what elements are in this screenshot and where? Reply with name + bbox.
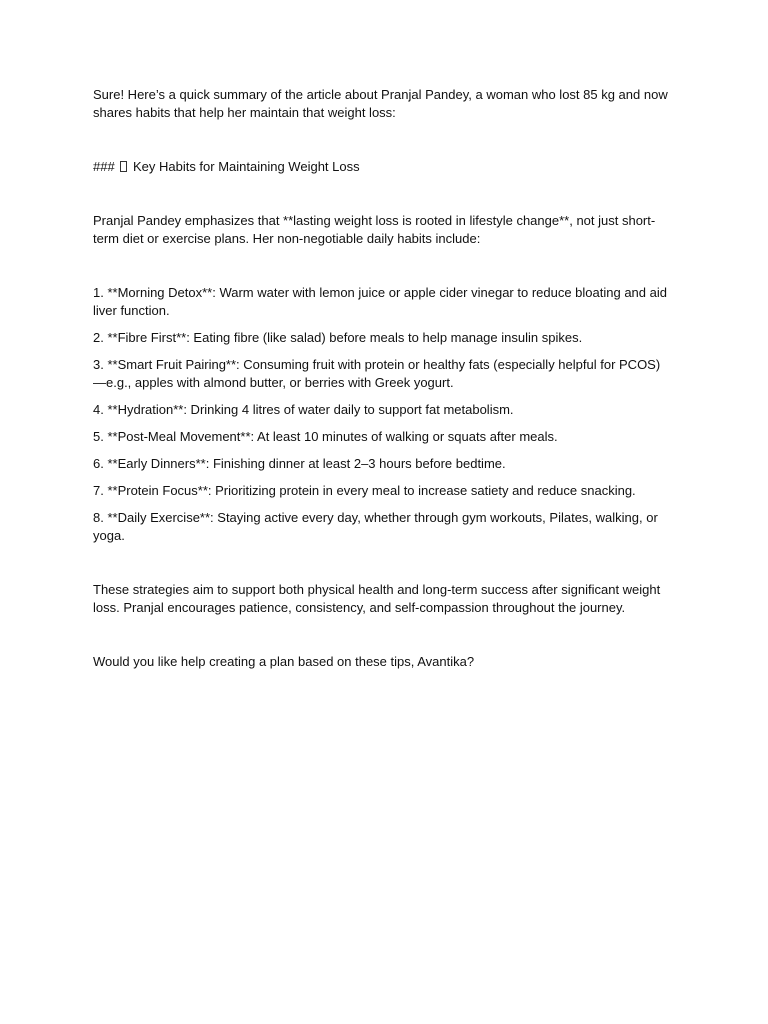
- spacer: [93, 122, 673, 158]
- closing-paragraph: Would you like help creating a plan based on these tips, Avantika?: [93, 654, 475, 669]
- habits-list: [93, 284, 673, 545]
- summary-paragraph: These strategies aim to support both physical health and long-term success after significant weight loss. Pranjal encourages patience, consistency, and self-compassion throughout the journey.: [93, 582, 661, 615]
- list-item: 3. **Smart Fruit Pairing**: Consuming fruit with protein or healthy fats (especially helpful for PCOS)—e.g., apples with almond butter, or berries with Greek yogurt.: [93, 357, 661, 390]
- list-item: 2. **Fibre First**: Eating fibre (like salad) before meals to help manage insulin spikes.: [93, 330, 583, 345]
- list-item: 5. **Post-Meal Movement**: At least 10 minutes of walking or squats after meals.: [93, 429, 558, 444]
- list-item: 8. **Daily Exercise**: Staying active every day, whether through gym workouts, Pilates, walking, or yoga.: [93, 510, 658, 543]
- heading-text: Key Habits for Maintaining Weight Loss: [132, 159, 360, 174]
- missing-glyph-icon: [120, 161, 127, 172]
- list-item: 1. **Morning Detox**: Warm water with lemon juice or apple cider vinegar to reduce bloating and aid liver function.: [93, 285, 667, 318]
- list-item: 6. **Early Dinners**: Finishing dinner at least 2–3 hours before bedtime.: [93, 456, 506, 471]
- spacer: [93, 176, 673, 212]
- document-page: [93, 86, 673, 671]
- intro-paragraph: Sure! Here’s a quick summary of the article about Pranjal Pandey, a woman who lost 85 kg and now shares habits that help her maintain that weight loss:: [93, 87, 668, 120]
- lead-paragraph: Pranjal Pandey emphasizes that **lasting weight loss is rooted in lifestyle change**, not just short-term diet or exercise plans. Her non-negotiable daily habits include:: [93, 213, 656, 246]
- section-heading: [93, 158, 673, 176]
- list-item: 4. **Hydration**: Drinking 4 litres of water daily to support fat metabolism.: [93, 402, 514, 417]
- spacer: [93, 617, 673, 653]
- heading-prefix: ###: [93, 159, 115, 174]
- list-item: 7. **Protein Focus**: Prioritizing protein in every meal to increase satiety and reduce snacking.: [93, 483, 636, 498]
- spacer: [93, 545, 673, 581]
- spacer: [93, 248, 673, 284]
